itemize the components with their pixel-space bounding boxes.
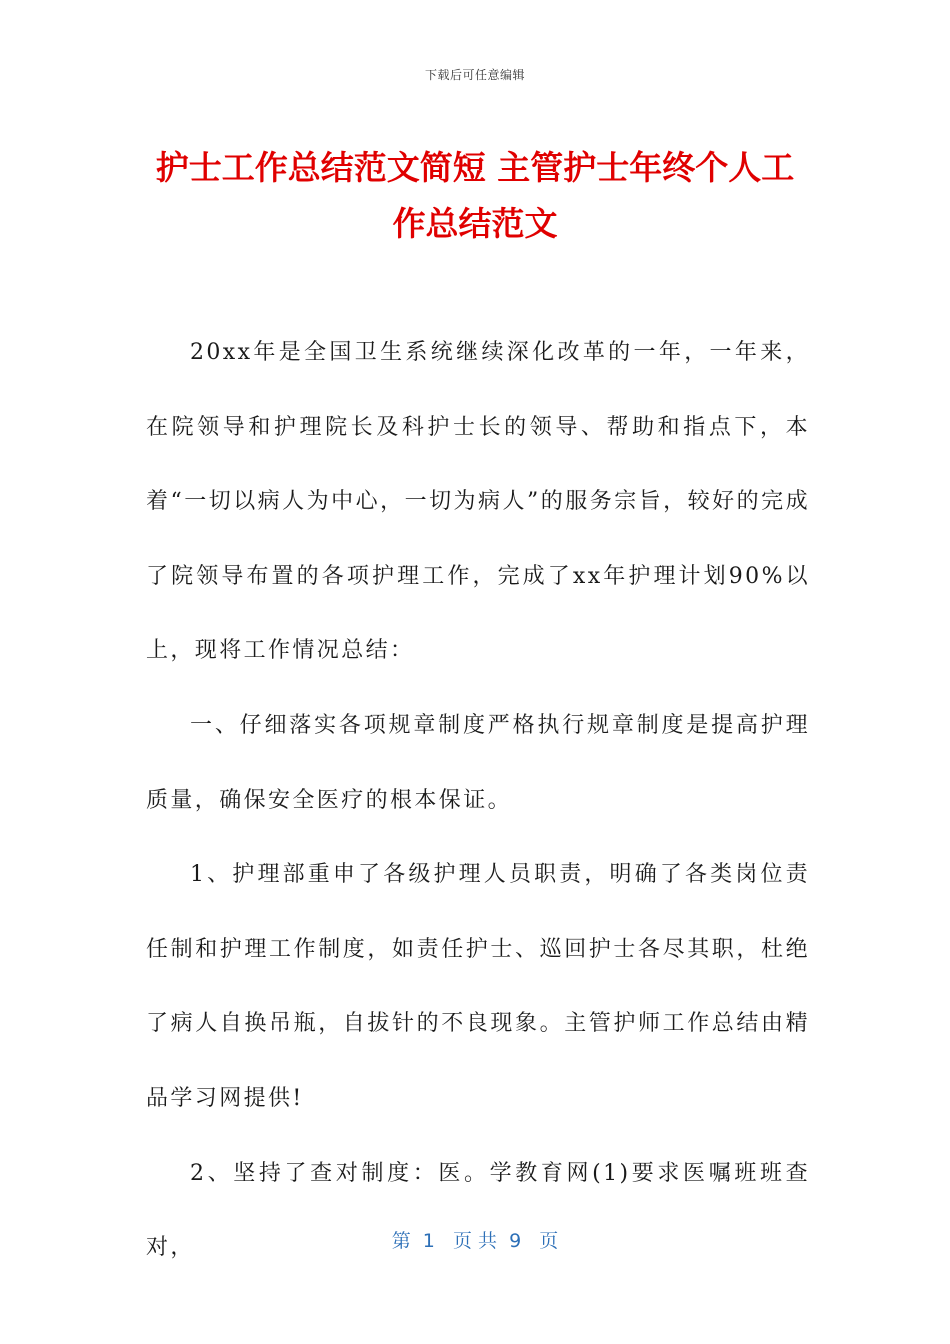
paragraph-item-2: 2、坚持了查对制度：医。学教育网(1)要求医嘱班班查对， [146,1160,810,1261]
paragraph-section-1: 一、仔细落实各项规章制度严格执行规章制度是提高护理质量，确保安全医疗的根本保证。 [146,712,810,813]
document-body [146,316,810,1286]
paragraph-intro: 20xx年是全国卫生系统继续深化改革的一年，一年来，在院领导和护理院长及科护士长的领导、帮助和指点下，本着“一切以病人为中心，一切为病人”的服务宗旨，较好的完成了院领导布置的各项护理工作，完成了xx年护理计划90%以上，现将工作情况总结： [146,340,810,664]
page-header-note: 下载后可任意编辑 [424,68,525,82]
document-title: 护士工作总结范文简短 主管护士年终个人工作总结范文 [155,148,795,243]
paragraph-item-1: 1、护理部重申了各级护理人员职责，明确了各类岗位责任制和护理工作制度，如责任护士、巡回护士各尽其职，杜绝了病人自换吊瓶，自拔针的不良现象。主管护师工作总结由精品学习网提供! [146,862,810,1111]
page-number-footer: 第 1 页 共 9 页 [391,1230,559,1252]
